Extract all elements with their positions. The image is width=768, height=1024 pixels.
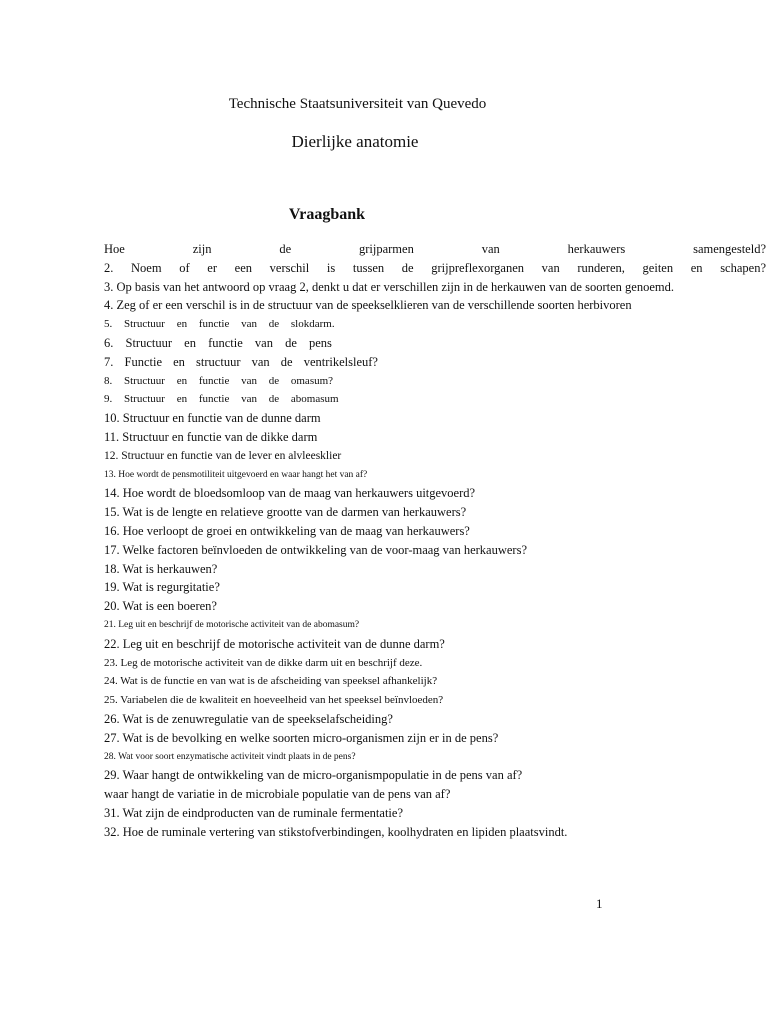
- question-item: 20. Wat is een boeren?: [104, 599, 217, 614]
- question-item: 32. Hoe de ruminale vertering van stikstofverbindingen, koolhydraten en lipiden plaatsvindt.: [104, 824, 568, 839]
- question-item: 31. Wat zijn de eindproducten van de ruminale fermentatie?: [104, 805, 403, 820]
- question-item: 21. Leg uit en beschrijf de motorische activiteit van de abomasum?: [104, 619, 360, 630]
- question-item: 6. Structuur en functie van de pens: [104, 335, 332, 350]
- question-item: waar hangt de variatie in de microbiale populatie van de pens van af?: [104, 787, 451, 802]
- question-item: 15. Wat is de lengte en relatieve grootte van de darmen van herkauwers?: [104, 505, 467, 520]
- question-item: 7. Functie en structuur van de ventrikelsleuf?: [104, 354, 378, 369]
- question-item: 10. Structuur en functie van de dunne darm: [104, 411, 321, 426]
- question-item: 29. Waar hangt de ontwikkeling van de micro-organismpopulatie in de pens van af?: [104, 768, 523, 783]
- question-item: 11. Structuur en functie van de dikke darm: [104, 429, 318, 444]
- question-item: Hoe zijn de grijparmen van herkauwers samengesteld?: [104, 242, 766, 256]
- question-item: 4. Zeg of er een verschil is in de structuur van de speekselklieren van de verschillende soorten herbivoren: [104, 298, 632, 313]
- question-item: 8. Structuur en functie van de omasum?: [104, 374, 334, 387]
- question-item: 5. Structuur en functie van de slokdarm.: [104, 318, 335, 331]
- section-title: Vraagbank: [288, 206, 366, 223]
- question-item: 22. Leg uit en beschrijf de motorische activiteit van de dunne darm?: [104, 636, 445, 651]
- question-item: 18. Wat is herkauwen?: [104, 561, 218, 576]
- page-number: 1: [596, 896, 603, 911]
- question-item: 26. Wat is de zenuwregulatie van de speekselafscheiding?: [104, 711, 393, 726]
- question-item: 3. Op basis van het antwoord op vraag 2, denkt u dat er verschillen zijn in de herkauwen van de soorten genoemd.: [104, 279, 674, 294]
- question-item: 24. Wat is de functie en van wat is de afscheiding van speeksel afhankelijk?: [104, 675, 438, 688]
- question-item: 9. Structuur en functie van de abomasum: [104, 393, 339, 406]
- question-item: 16. Hoe verloopt de groei en ontwikkeling van de maag van herkauwers?: [104, 523, 470, 538]
- question-item: 17. Welke factoren beïnvloeden de ontwikkeling van de voor-maag van herkauwers?: [104, 542, 528, 557]
- question-item: 2. Noem of er een verschil is tussen de grijpreflexorganen van runderen, geiten en schapen?: [104, 260, 766, 275]
- course-title: Dierlijke anatomie: [291, 132, 419, 151]
- question-item: 25. Variabelen die de kwaliteit en hoeveelheid van het speeksel beïnvloeden?: [104, 694, 444, 707]
- question-item: 14. Hoe wordt de bloedsomloop van de maag van herkauwers uitgevoerd?: [104, 486, 476, 501]
- question-item: 27. Wat is de bevolking en welke soorten micro-organismen zijn er in de pens?: [104, 730, 499, 745]
- university-name: Technische Staatsuniversiteit van Quevedo: [228, 96, 487, 112]
- question-item: 19. Wat is regurgitatie?: [104, 580, 220, 595]
- question-item: 13. Hoe wordt de pensmotiliteit uitgevoerd en waar hangt het van af?: [104, 469, 368, 480]
- question-item: 12. Structuur en functie van de lever en alvleesklier: [104, 449, 342, 462]
- question-item: 28. Wat voor soort enzymatische activiteit vindt plaats in de pens?: [104, 751, 356, 762]
- question-item: 23. Leg de motorische activiteit van de dikke darm uit en beschrijf deze.: [104, 656, 423, 669]
- question-list: [104, 240, 766, 842]
